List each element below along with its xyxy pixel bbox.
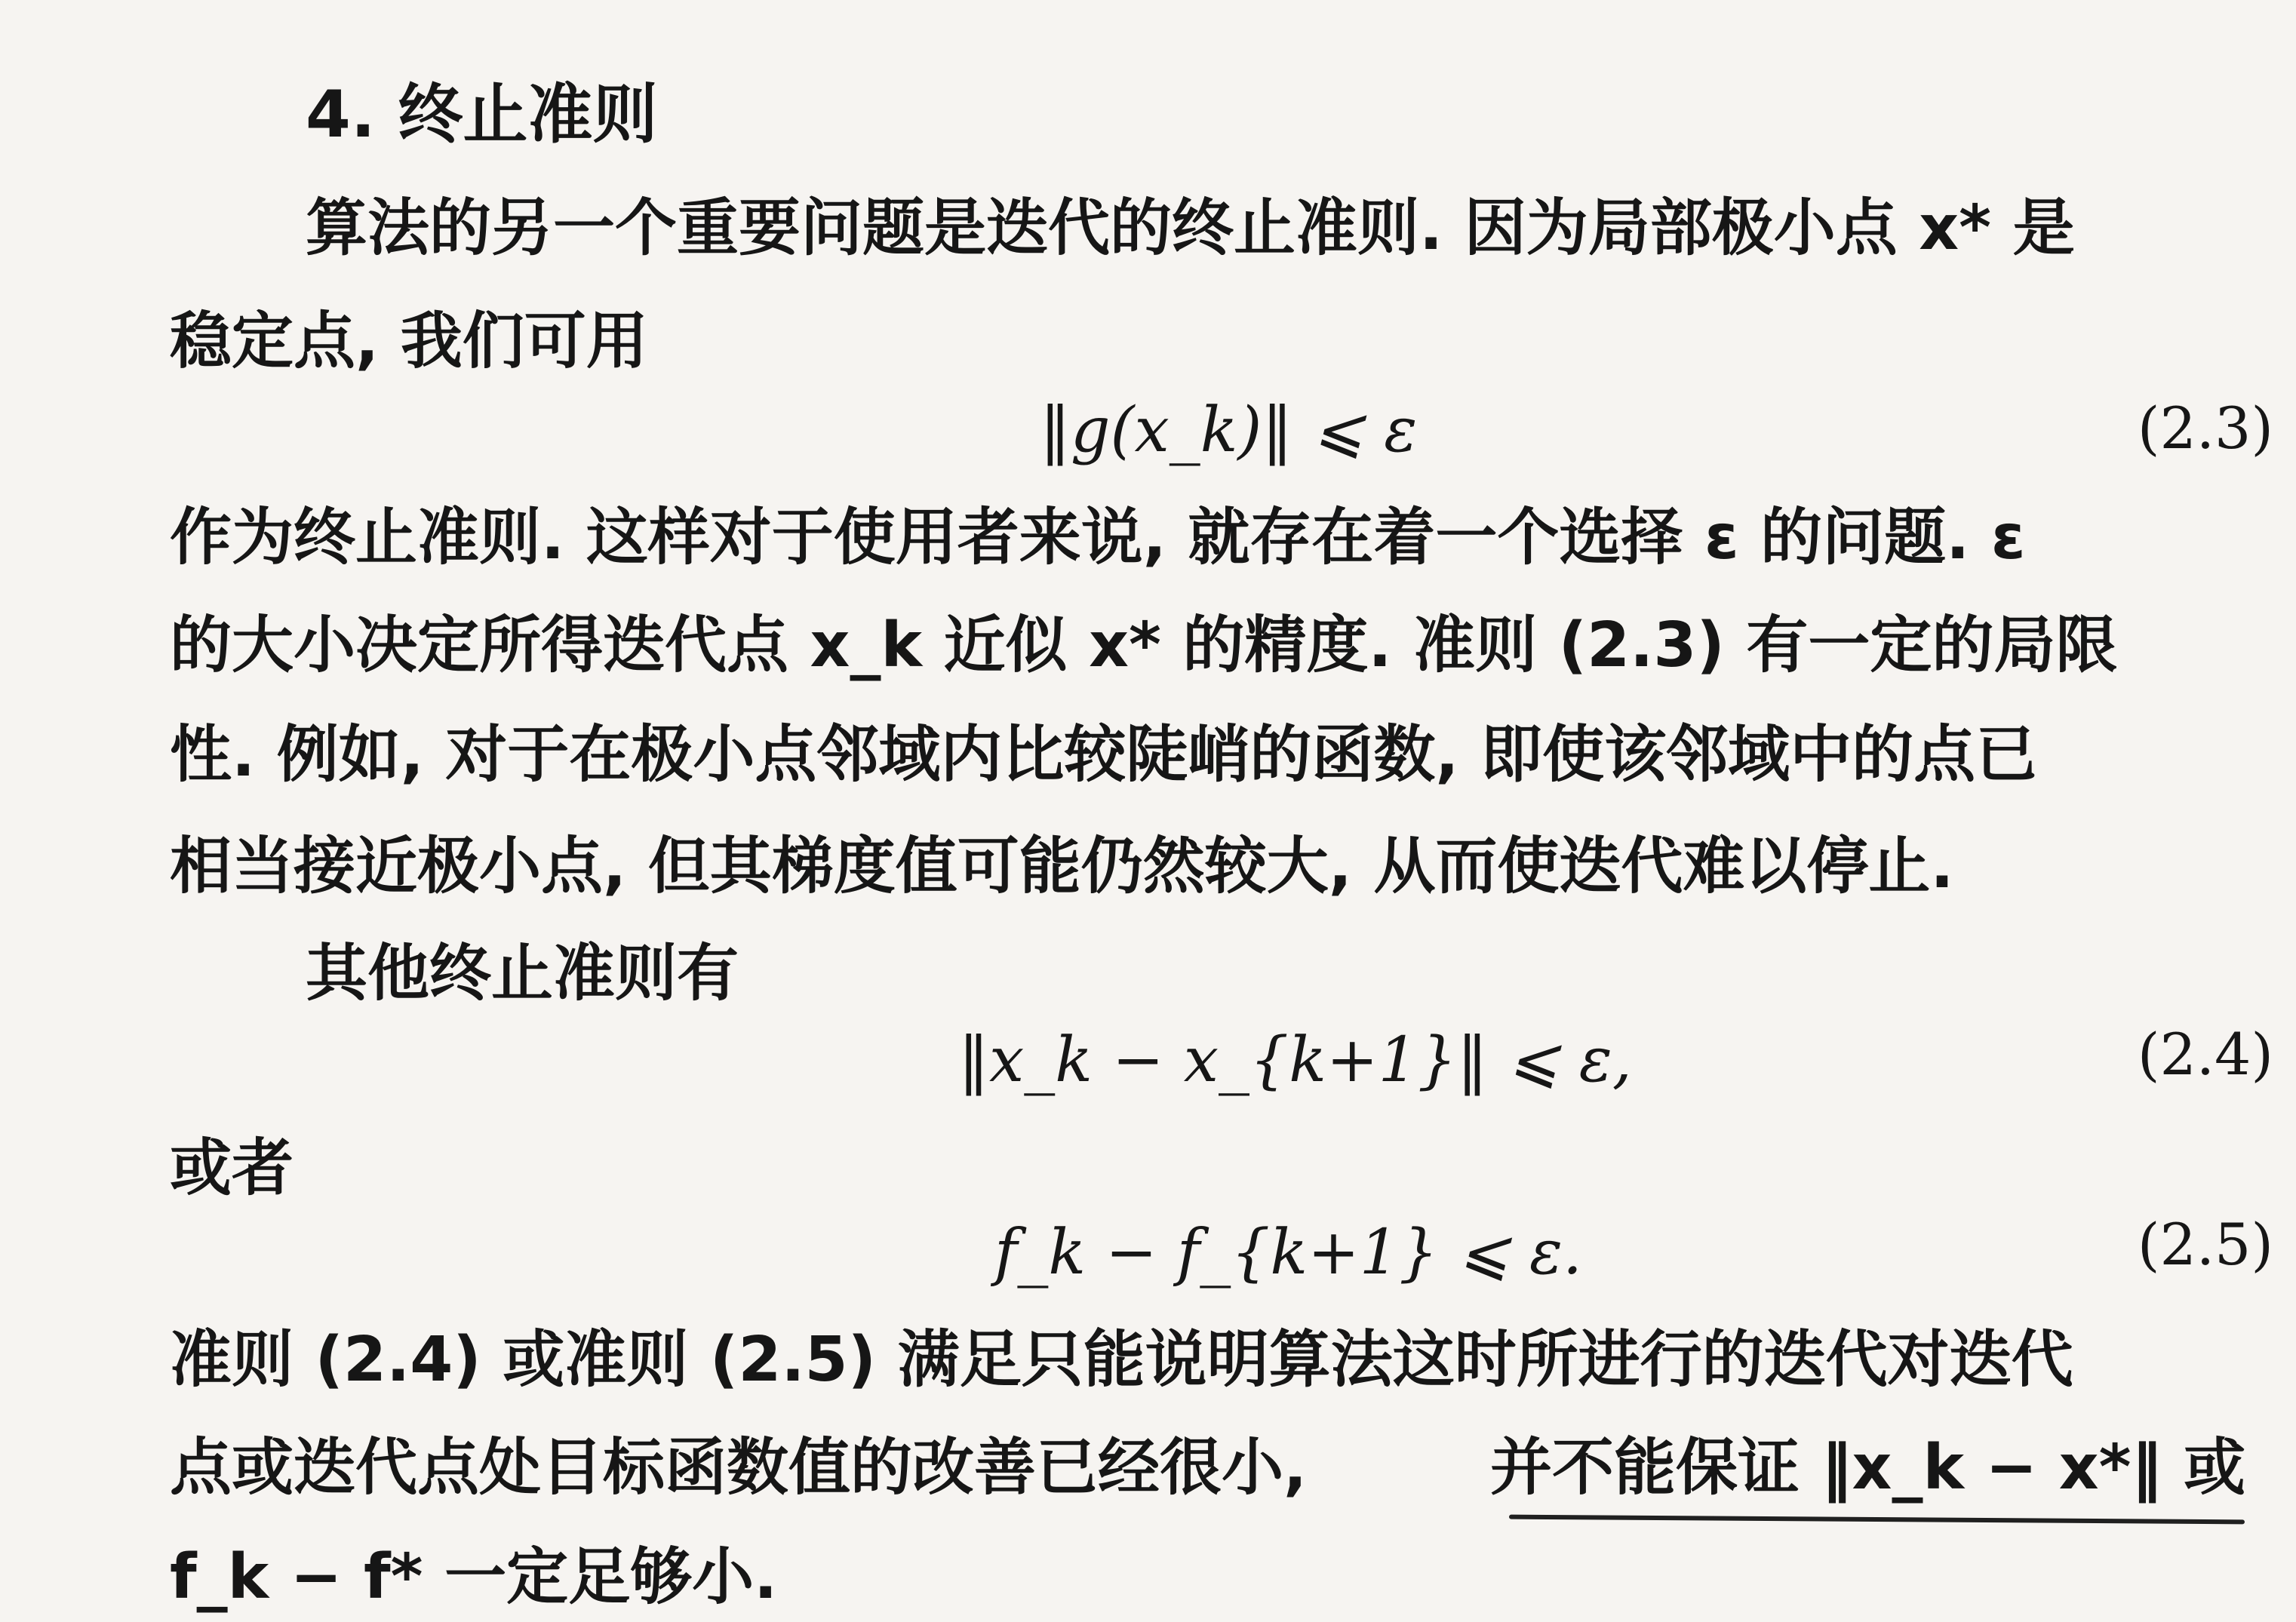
equation-number-2-5: (2.5) — [2137, 1211, 2273, 1278]
handwritten-underline — [1509, 1515, 2245, 1525]
paragraph-4-line-3: f_k − f* 一定足够小. — [170, 1541, 778, 1613]
equation-number-2-4: (2.4) — [2137, 1021, 2273, 1088]
equation-2-5: f_k − f_{k+1} ⩽ ε. — [994, 1217, 1583, 1289]
connector-text: 或者 — [170, 1132, 294, 1204]
paragraph-3-line-1: 其他终止准则有 — [306, 938, 739, 1009]
paragraph-4-line-2-underlined: 并不能保证 ‖x_k − x*‖ 或 — [1490, 1432, 2246, 1504]
paragraph-4-line-2-start: 点或迭代点处目标函数值的改善已经很小, — [170, 1432, 1308, 1504]
paragraph-1-line-2: 稳定点, 我们可用 — [170, 306, 648, 377]
paragraph-2-line-2: 的大小决定所得迭代点 x_k 近似 x* 的精度. 准则 (2.3) 有一定的局限 — [170, 610, 2118, 681]
paragraph-4-line-1: 准则 (2.4) 或准则 (2.5) 满足只能说明算法这时所进行的迭代对迭代 — [170, 1324, 2073, 1396]
paragraph-2-line-1: 作为终止准则. 这样对于使用者来说, 就存在着一个选择 ε 的问题. ε — [170, 502, 2026, 573]
paragraph-2-line-3: 性. 例如, 对于在极小点邻域内比较陡峭的函数, 即使该邻域中的点已 — [170, 719, 2038, 791]
equation-2-4: ‖x_k − x_{k+1}‖ ⩽ ε, — [958, 1025, 1632, 1096]
section-heading: 4. 终止准则 — [306, 77, 658, 152]
equation-number-2-3: (2.3) — [2137, 395, 2273, 462]
paragraph-2-line-4: 相当接近极小点, 但其梯度值可能仍然较大, 从而使迭代难以停止. — [170, 831, 1954, 902]
equation-2-3: ‖g(x_k)‖ ⩽ ε — [1040, 395, 1418, 466]
paragraph-1-line-1: 算法的另一个重要问题是迭代的终止准则. 因为局部极小点 x* 是 — [306, 192, 2075, 264]
